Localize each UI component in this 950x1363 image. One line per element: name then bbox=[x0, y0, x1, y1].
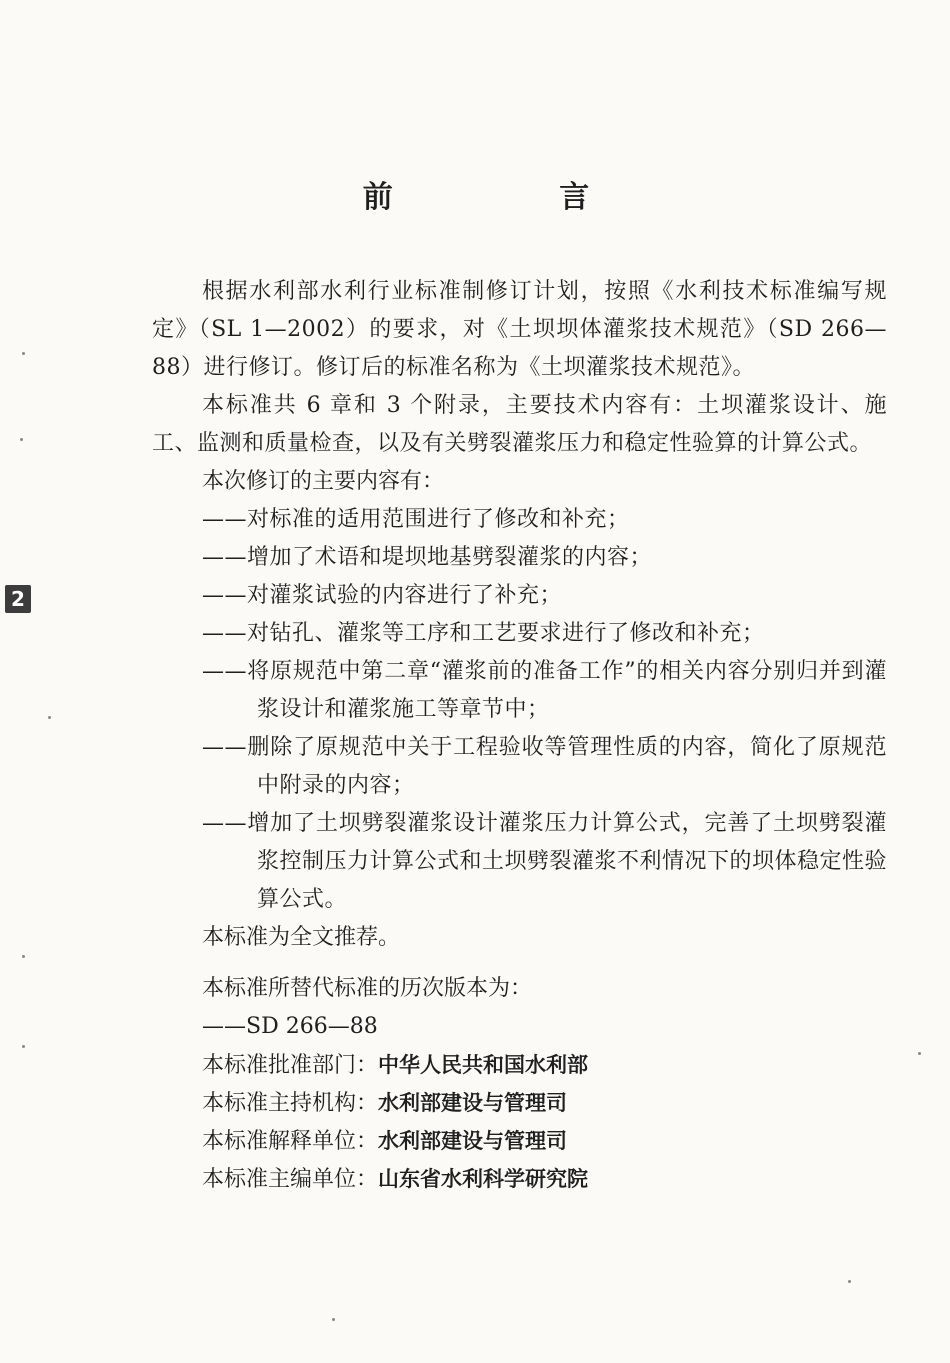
revision-item: ——对钻孔、灌浆等工序和工艺要求进行了修改和补充； bbox=[202, 621, 765, 646]
revision-item: ——增加了术语和堤坝地基劈裂灌浆的内容； bbox=[202, 545, 653, 570]
approval-line bbox=[152, 1046, 887, 1084]
history-intro: 本标准所替代标准的历次版本为： bbox=[202, 976, 533, 1001]
approval-value: 中华人民共和国水利部 bbox=[378, 1053, 589, 1077]
revision-item: ——将原规范中第二章“灌浆前的准备工作”的相关内容分别归并到灌浆设计和灌浆施工等章节中； bbox=[202, 659, 887, 722]
editor-value: 山东省水利科学研究院 bbox=[378, 1167, 589, 1191]
interpret-label: 本标准解释单位： bbox=[202, 1129, 379, 1154]
interpret-line bbox=[152, 1122, 887, 1160]
revision-item: ——增加了土坝劈裂灌浆设计灌浆压力计算公式，完善了土坝劈裂灌浆控制压力计算公式和土坝劈裂灌浆不利情况下的坝体稳定性验算公式。 bbox=[202, 811, 888, 912]
scan-speck bbox=[22, 1045, 25, 1048]
revision-item: ——对灌浆试验的内容进行了补充； bbox=[202, 583, 563, 608]
editor-label: 本标准主编单位： bbox=[202, 1167, 379, 1192]
revision-intro: 本次修订的主要内容有： bbox=[202, 469, 445, 494]
revision-item: ——对标准的适用范围进行了修改和补充； bbox=[202, 507, 630, 532]
preface-body bbox=[152, 273, 887, 1198]
scan-speck bbox=[48, 716, 51, 719]
scan-speck bbox=[22, 955, 25, 958]
page-number-tab: 2 bbox=[5, 585, 31, 613]
spacer bbox=[152, 957, 887, 970]
page-title: 前 言 bbox=[362, 180, 668, 215]
host-value: 水利部建设与管理司 bbox=[378, 1091, 568, 1115]
revision-item: ——删除了原规范中关于工程验收等管理性质的内容，简化了原规范中附录的内容； bbox=[202, 735, 887, 798]
interpret-value: 水利部建设与管理司 bbox=[378, 1129, 568, 1153]
scan-speck bbox=[332, 1318, 335, 1321]
scan-speck bbox=[22, 352, 25, 355]
scan-speck bbox=[20, 438, 23, 441]
history-item: ——SD 266—88 bbox=[202, 1014, 378, 1039]
host-line bbox=[152, 1084, 887, 1122]
host-label: 本标准主持机构： bbox=[202, 1091, 379, 1116]
approval-label: 本标准批准部门： bbox=[202, 1053, 379, 1078]
paragraph-content-summary: 本标准共 6 章和 3 个附录，主要技术内容有：土坝灌浆设计、施工、监测和质量检查，以及有关劈裂灌浆压力和稳定性验算的计算公式。 bbox=[152, 393, 887, 456]
scan-speck bbox=[918, 1052, 921, 1055]
paragraph-revision-plan: 根据水利部水利行业标准制修订计划，按照《水利技术标准编写规定》（SL 1—2002）的要求，对《土坝坝体灌浆技术规范》（SD 266—88）进行修订。修订后的标准名称为《土坝灌浆技术规范》。 bbox=[152, 279, 887, 380]
editor-line bbox=[152, 1160, 887, 1198]
recommendation-text: 本标准为全文推荐。 bbox=[202, 925, 401, 950]
scan-speck bbox=[848, 1280, 851, 1283]
